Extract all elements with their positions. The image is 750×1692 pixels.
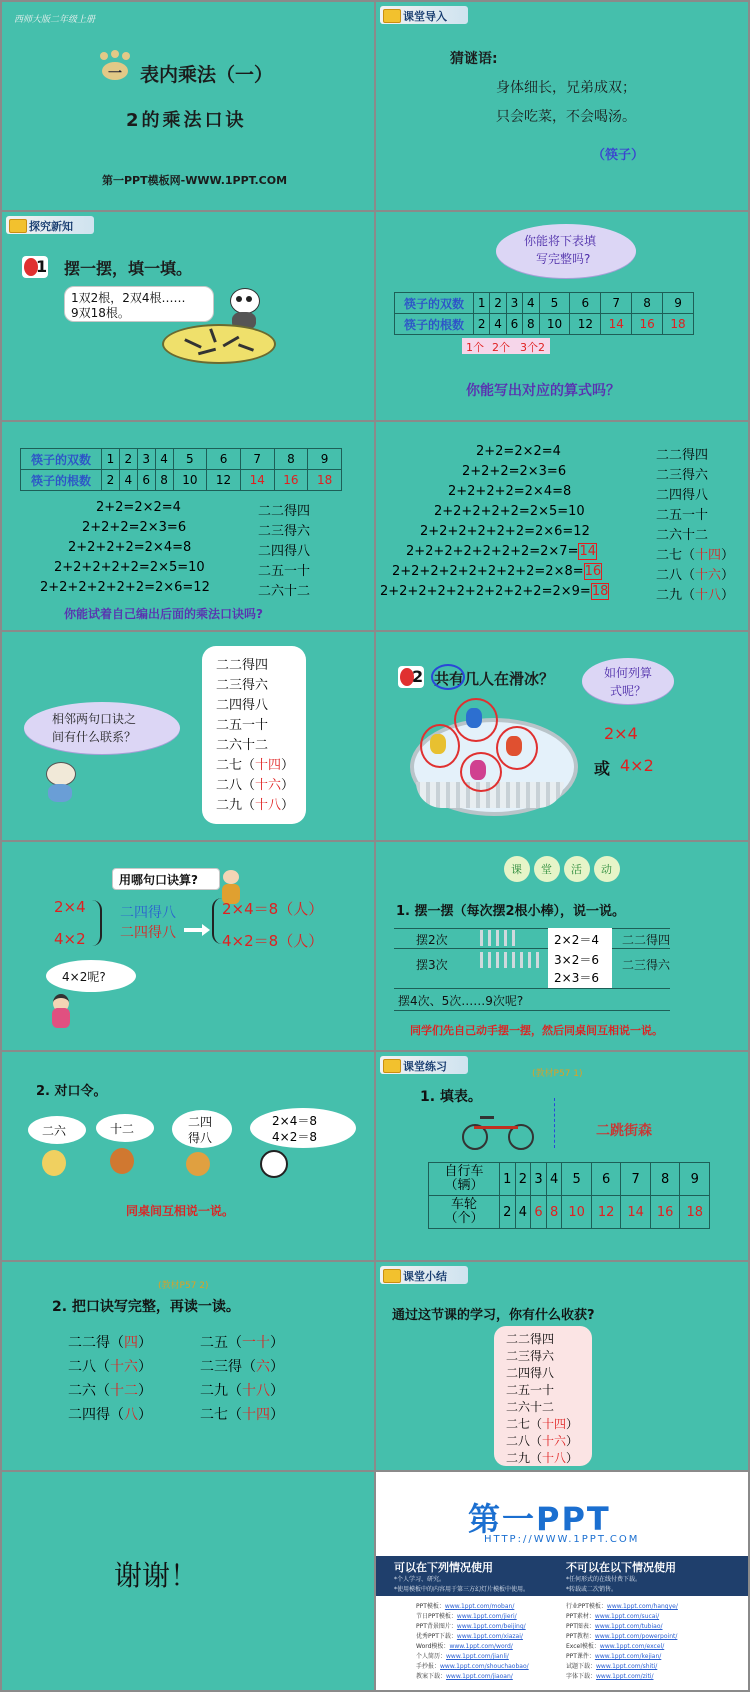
highlight-ring — [431, 664, 465, 690]
link-list-left: PPT模板：www.1ppt.com/moban/ 节日PPT模板：www.1ppt.com/jieri/ PPT背景图片：www.1ppt.com/beijing/ 优秀PPT下载：www.1ppt.com/xiazai/ Word模板：www.1ppt.com/word/ 个人简历：www.1ppt.com/jianli/ 手抄报：www.1ppt.com/shouchaobao/ 教案下载：www.1ppt.com/jiaoan/ — [416, 1603, 529, 1680]
slide-activity — [376, 842, 748, 1050]
stick-table: 摆2次 2×2＝4 二二得四 摆3次 3×2＝6 2×3＝6 二三得六 摆4次、5次……9次呢? — [394, 928, 670, 1014]
book-icon — [9, 219, 27, 233]
squirrel-icon — [186, 1152, 210, 1176]
bicycle-icon — [462, 1112, 534, 1148]
formula-b: 4×2 — [620, 756, 654, 775]
link-list-right: 行业PPT模板：www.1ppt.com/hangye/ PPT素材：www.1ppt.com/sucai/ PPT图表：www.1ppt.com/tubiao/ PPT教程：www.1ppt.com/powerpoint/ Excel模板：www.1ppt.com/excel/ PPT课件：www.1ppt.com/kejian/ 试题下载：www.1ppt.com/shiti/ 字体下载：www.1ppt.com/ziti/ — [566, 1603, 678, 1680]
equation: 2+2+2+2+2+2+2=2×7=14 — [406, 544, 597, 559]
question-cloud: 相邻两句口诀之 间有什么联系？ — [24, 702, 180, 754]
bike-wheel-table: 自行车 （辆） 1 2 3 4 5 6 7 8 9 车轮 （个） 2 4 6 8 10 12 14 16 18 — [428, 1162, 710, 1229]
riddle-answer: （筷子） — [592, 148, 645, 163]
rhyme: 二五一十 — [656, 508, 709, 523]
slide-title — [2, 2, 374, 210]
number-1-badge: 1 — [22, 256, 48, 278]
unit-number: 一 — [108, 66, 122, 82]
formula-question: 你能写出对应的算式吗？ — [466, 383, 620, 399]
rhyme: 二六十二 — [656, 528, 709, 543]
expr-4x2: 4×2 — [54, 930, 86, 948]
task-title: 摆一摆，填一填。 — [64, 259, 193, 278]
rhyme: 二二得四 — [656, 448, 709, 463]
equation: 2+2+2+2+2+2=2×6=12 — [40, 580, 210, 595]
panda-icon — [260, 1150, 288, 1178]
lesson-title: 表内乘法（一） — [140, 64, 274, 86]
equation: 2+2+2+2+2+2=2×6=12 — [420, 524, 590, 539]
task-title: 共有几人在滑冰？ — [434, 670, 555, 688]
usage-band: 可以在下列情况使用 *个人学习、研究。 *使用模板中的内容用于第三方幻灯片模板中使用。 不可以在以下情况使用 *任何形式的在线付费下载。 *转载或二次销售。 — [376, 1556, 748, 1596]
ice-rink-illustration — [410, 698, 570, 818]
activity-note: 同学们先自己动手摆一摆，然后同桌间互相说一说。 — [410, 1024, 663, 1037]
fill-item: 二四得（八） — [68, 1407, 152, 1423]
slide-practice: 课堂练习 (教材P57 1) 1. 填表。 二跳街森 自行车 （辆） 1 2 3 4 5 6 7 8 9 车轮 （个） 2 4 6 8 10 12 14 16 18 — [376, 1052, 748, 1260]
summary-card: 二二得四 二三得六 二四得八 二五一十 二六十二 二七（十四） 二八（十六） 二九（十八） — [494, 1326, 592, 1466]
rhyme-a: 二四得八 — [120, 905, 176, 921]
equation: 2+2+2=2×3=6 — [82, 520, 187, 535]
summary-question: 通过这节课的学习，你有什么收获? — [392, 1308, 595, 1323]
left-brace — [92, 900, 102, 946]
fill-item: 二三得（六） — [200, 1359, 284, 1375]
slide-which-rhyme — [2, 842, 374, 1050]
equation: 2+2+2+2=2×4=8 — [68, 540, 192, 555]
question-cloud: 4×2呢? — [46, 960, 136, 992]
thanks-text: 谢谢！ — [114, 1559, 199, 1592]
arrow-icon — [184, 928, 204, 932]
ppt-logo: 第一PPT — [468, 1500, 611, 1538]
ppt-url: HTTP://WWW.1PPT.COM — [484, 1534, 640, 1545]
complete-task: 2. 把口诀写完整，再读一读。 — [52, 1299, 240, 1315]
rhyme: 二三得六 — [656, 468, 709, 483]
equation: 2+2=2×2=4 — [476, 444, 561, 459]
rhyme: 二八（十六） — [656, 568, 735, 583]
count-tags: 1个 2个 3个2 — [462, 338, 550, 354]
formula-a: 2×4 — [604, 724, 638, 743]
fill-item: 二七（十四） — [200, 1407, 284, 1423]
slide-rhyme-relation — [2, 632, 374, 840]
slide-skating — [376, 632, 748, 840]
equation: 2+2+2+2=2×4=8 — [448, 484, 572, 499]
rhyme: 二四得八 — [656, 488, 709, 503]
textbook-tag: (教材P57 2) — [158, 1281, 209, 1291]
chopsticks-table: 筷子的双数 1 2 3 4 5 6 7 8 9 筷子的根数 2 4 6 8 10 12 14 16 18 — [394, 292, 694, 335]
paw-icon — [98, 50, 132, 80]
practice-task: 1. 填表。 — [420, 1089, 482, 1105]
right-brace — [212, 898, 222, 944]
rhyme: 二九（十八） — [656, 588, 735, 603]
speech-bubble: 1双2根，2双4根…… 9双18根。 — [64, 286, 214, 322]
lesson-subtitle: 2的乘法口诀 — [126, 110, 247, 131]
chant-note: 同桌间互相说一说。 — [126, 1204, 235, 1218]
slide-ppt-info — [376, 1472, 748, 1690]
rhyme: 二七（十四） — [656, 548, 735, 563]
chant-cloud-4: 2×4＝8 4×2＝8 — [250, 1108, 356, 1148]
rhyme-question: 你能试着自己编出后面的乘法口诀吗? — [64, 607, 263, 621]
question-cloud: 你能将下表填 写完整吗? — [496, 224, 636, 278]
chant-cloud-3: 二四 得八 — [172, 1110, 232, 1148]
chant-title: 2. 对口令。 — [36, 1084, 107, 1099]
raccoon-icon — [42, 762, 78, 802]
fill-item: 二二得（四） — [68, 1335, 152, 1351]
slide-explore: 探究新知 1 摆一摆，填一填。 1双2根，2双4根…… 9双18根。 — [2, 212, 374, 420]
question-cloud: 如何列算 式呢？ — [582, 658, 674, 704]
series-label: 西师大版二年级上册 — [14, 15, 96, 25]
rhyme: 二二得四 — [258, 504, 311, 519]
dashed-divider — [554, 1098, 555, 1148]
textbook-tag: (教材P57 1) — [532, 1069, 583, 1079]
site-label: 第一PPT模板网-WWW.1PPT.COM — [102, 174, 288, 187]
equation: 2+2+2=2×3=6 — [462, 464, 567, 479]
riddle-label: 猜谜语: — [450, 51, 498, 67]
chant-cloud-1: 二六 — [28, 1116, 86, 1144]
slide-equations-full — [376, 422, 748, 630]
watermark-text: 二跳街森 — [596, 1123, 652, 1139]
chant-cloud-2: 十二 — [96, 1114, 154, 1142]
number-2-badge: 2 — [398, 666, 424, 688]
fill-item: 二五（一十） — [200, 1335, 284, 1351]
slide-thanks — [2, 1472, 374, 1690]
equation: 2+2=2×2=4 — [96, 500, 181, 515]
sticks-icon — [480, 930, 520, 946]
riddle-line-1: 身体细长，兄弟成双； — [496, 80, 636, 96]
fill-item: 二六（十二） — [68, 1383, 152, 1399]
rhyme: 二五一十 — [258, 564, 311, 579]
plate-with-chopsticks — [162, 324, 276, 364]
slide-summary: 课堂小结 通过这节课的学习，你有什么收获? 二二得四 二三得六 二四得八 二五一十 二六十二 二七（十四） 二八（十六） 二九（十八） — [376, 1262, 748, 1470]
rhyme-b: 二四得八 — [120, 925, 176, 941]
slide-table-fill — [376, 212, 748, 420]
riddle-line-2: 只会吃菜，不会喝汤。 — [496, 109, 636, 125]
rhyme: 二六十二 — [258, 584, 311, 599]
expr-2x4: 2×4 — [54, 898, 86, 916]
ask-bubble: 用哪句口诀算? — [112, 868, 220, 890]
girl-icon — [50, 994, 72, 1028]
activity-banner: 课 堂 活 动 — [504, 856, 620, 882]
monkey-icon — [110, 1148, 134, 1174]
activity-task: 1. 摆一摆（每次摆2根小棒），说一说。 — [396, 904, 626, 919]
rhyme: 二三得六 — [258, 524, 311, 539]
slide-equations — [2, 422, 374, 630]
fill-item: 二八（十六） — [68, 1359, 152, 1375]
equation: 2+2+2+2+2=2×5=10 — [434, 504, 585, 519]
book-icon — [383, 9, 401, 23]
rabbit-icon — [42, 1150, 66, 1176]
slide-intro: 课堂导入 猜谜语: 身体细长，兄弟成双； 只会吃菜，不会喝汤。 （筷子） — [376, 2, 748, 210]
book-icon — [383, 1269, 401, 1283]
equation: 2+2+2+2+2+2+2+2=2×8=16 — [392, 564, 602, 579]
chopsticks-table: 筷子的双数 1 2 3 4 5 6 7 8 9 筷子的根数 2 4 6 8 10 12 14 16 18 — [20, 448, 342, 491]
sticks-icon — [480, 952, 540, 968]
slide-chant — [2, 1052, 374, 1260]
fill-item: 二九（十八） — [200, 1383, 284, 1399]
answer-a: 2×4＝8（人） — [222, 900, 324, 918]
rhyme: 二四得八 — [258, 544, 311, 559]
equation: 2+2+2+2+2+2+2+2+2=2×9=18 — [380, 584, 609, 599]
book-icon — [383, 1059, 401, 1073]
equation: 2+2+2+2+2=2×5=10 — [54, 560, 205, 575]
rhyme-card: 二二得四 二三得六 二四得八 二五一十 二六十二 二七（十四） 二八（十六） 二九（十八） — [202, 646, 306, 824]
or-label: 或 — [594, 759, 611, 778]
answer-b: 4×2＝8（人） — [222, 932, 324, 950]
slide-complete-rhymes — [2, 1262, 374, 1470]
